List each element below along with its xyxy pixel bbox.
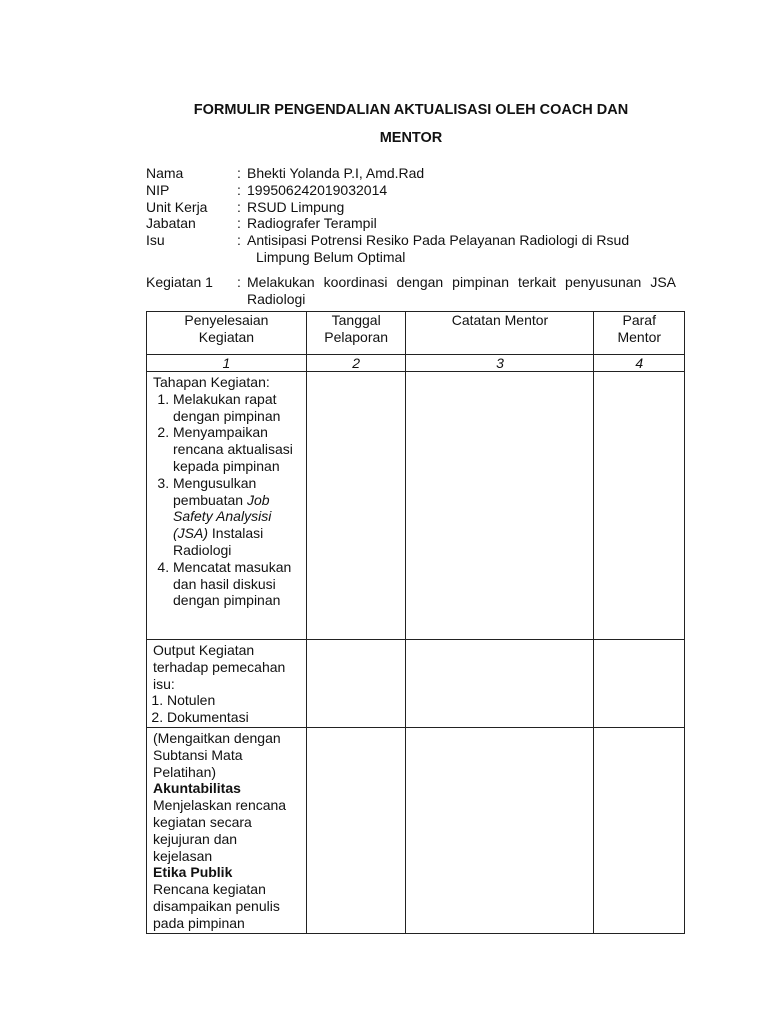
nama-value: Bhekti Yolanda P.I, Amd.Rad	[247, 165, 425, 181]
unit-kerja-label: Unit Kerja	[146, 198, 208, 215]
header-paraf	[594, 312, 685, 355]
akuntabilitas-title: Akuntabilitas	[153, 780, 241, 797]
header-catatan-text: Catatan Mentor	[451, 312, 549, 328]
tanggal-cell[interactable]	[306, 727, 406, 933]
info-row-jabatan	[146, 215, 678, 232]
table-row-output	[147, 640, 685, 728]
form-title-line1: FORMULIR PENGENDALIAN AKTUALISASI OLEH COACH DAN	[193, 102, 629, 118]
header-tanggal-text: Tanggal Pelaporan	[324, 312, 389, 345]
list-item-text-rest: Instalasi Radiologi	[173, 525, 264, 558]
substansi-content	[147, 728, 306, 933]
column-number: 4	[594, 355, 685, 372]
tanggal-cell[interactable]	[306, 372, 406, 640]
unit-kerja-value: RSUD Limpung	[247, 198, 345, 215]
tahapan-heading: Tahapan Kegiatan:	[153, 374, 270, 390]
catatan-cell[interactable]	[406, 727, 594, 933]
catatan-cell[interactable]	[406, 372, 594, 640]
paraf-cell[interactable]	[594, 640, 685, 728]
control-table	[146, 311, 685, 934]
kegiatan-label: Kegiatan 1	[146, 273, 213, 290]
column-number: 2	[306, 355, 406, 372]
list-item	[173, 475, 300, 559]
tanggal-cell[interactable]	[306, 640, 406, 728]
catatan-cell[interactable]	[406, 640, 594, 728]
colon: :	[237, 273, 241, 290]
column-number: 1	[147, 355, 307, 372]
jabatan-value: Radiografer Terampil	[247, 215, 377, 232]
column-number-row	[147, 355, 685, 372]
tahapan-cell	[147, 372, 307, 640]
info-row-unit-kerja	[146, 199, 678, 216]
list-item: 2. Menyampaikan rencana aktualisasi kepada pimpinan	[173, 424, 300, 474]
etika-title: Etika Publik	[153, 864, 233, 881]
akuntabilitas-text: Menjelaskan rencana kegiatan secara kejujuran dan kejelasan	[153, 797, 287, 864]
isu-value-line2: Limpung Belum Optimal	[256, 248, 406, 265]
info-row-nip	[146, 182, 678, 199]
list-item: 1. Melakukan rapat dengan pimpinan	[173, 391, 300, 425]
colon: :	[237, 165, 241, 181]
header-penyelesaian	[147, 312, 307, 355]
tahapan-list	[153, 391, 300, 609]
form-title-line2: MENTOR	[379, 130, 443, 146]
paraf-cell[interactable]	[594, 727, 685, 933]
list-item: 1. Notulen	[167, 692, 300, 709]
substansi-intro: (Mengaitkan dengan Subtansi Mata Pelatihan)	[153, 729, 281, 780]
table-row-tahapan	[147, 372, 685, 640]
substansi-cell	[147, 727, 307, 933]
table-row-substansi	[147, 727, 685, 933]
identity-block	[146, 165, 678, 307]
colon: :	[237, 198, 241, 215]
etika-text: Rencana kegiatan disampaikan penulis pada pimpinan	[153, 881, 280, 931]
colon: :	[237, 181, 241, 198]
nip-value: 199506242019032014	[247, 181, 388, 198]
output-heading: Output Kegiatan terhadap pemecahan isu:	[153, 642, 286, 692]
info-row-isu	[146, 232, 678, 266]
list-item: 2. Dokumentasi	[167, 709, 300, 726]
info-row-kegiatan	[146, 274, 678, 308]
nama-label: Nama	[146, 165, 184, 181]
info-row-nama	[146, 165, 678, 182]
isu-value-line1: Antisipasi Potrensi Resiko Pada Pelayanan Radiologi di Rsud	[247, 232, 630, 249]
colon: :	[237, 215, 241, 232]
list-item-text: Mengusulkan pembuatan	[173, 474, 257, 508]
form-title	[150, 96, 672, 152]
paraf-cell[interactable]	[594, 372, 685, 640]
list-item: 4. Mencatat masukan dan hasil diskusi dengan pimpinan	[173, 559, 300, 609]
output-content	[147, 640, 306, 727]
output-cell	[147, 640, 307, 728]
kegiatan-value: Melakukan koordinasi dengan pimpinan terkait penyusunan JSA Radiologi	[247, 273, 676, 307]
colon: :	[237, 232, 241, 249]
nip-label: NIP	[146, 181, 170, 198]
output-list	[147, 692, 300, 726]
column-number: 3	[406, 355, 594, 372]
jsa-italic-text: Job Safety Analysisi (JSA)	[173, 491, 272, 542]
header-paraf-text: Paraf Mentor	[617, 312, 662, 345]
isu-value	[247, 232, 678, 266]
header-penyelesaian-text: Penyelesaian Kegiatan	[184, 312, 269, 345]
header-tanggal	[306, 312, 406, 355]
header-catatan	[406, 312, 594, 355]
jabatan-label: Jabatan	[146, 215, 196, 232]
isu-label: Isu	[146, 232, 165, 249]
tahapan-content	[147, 372, 306, 610]
table-header-row	[147, 312, 685, 355]
